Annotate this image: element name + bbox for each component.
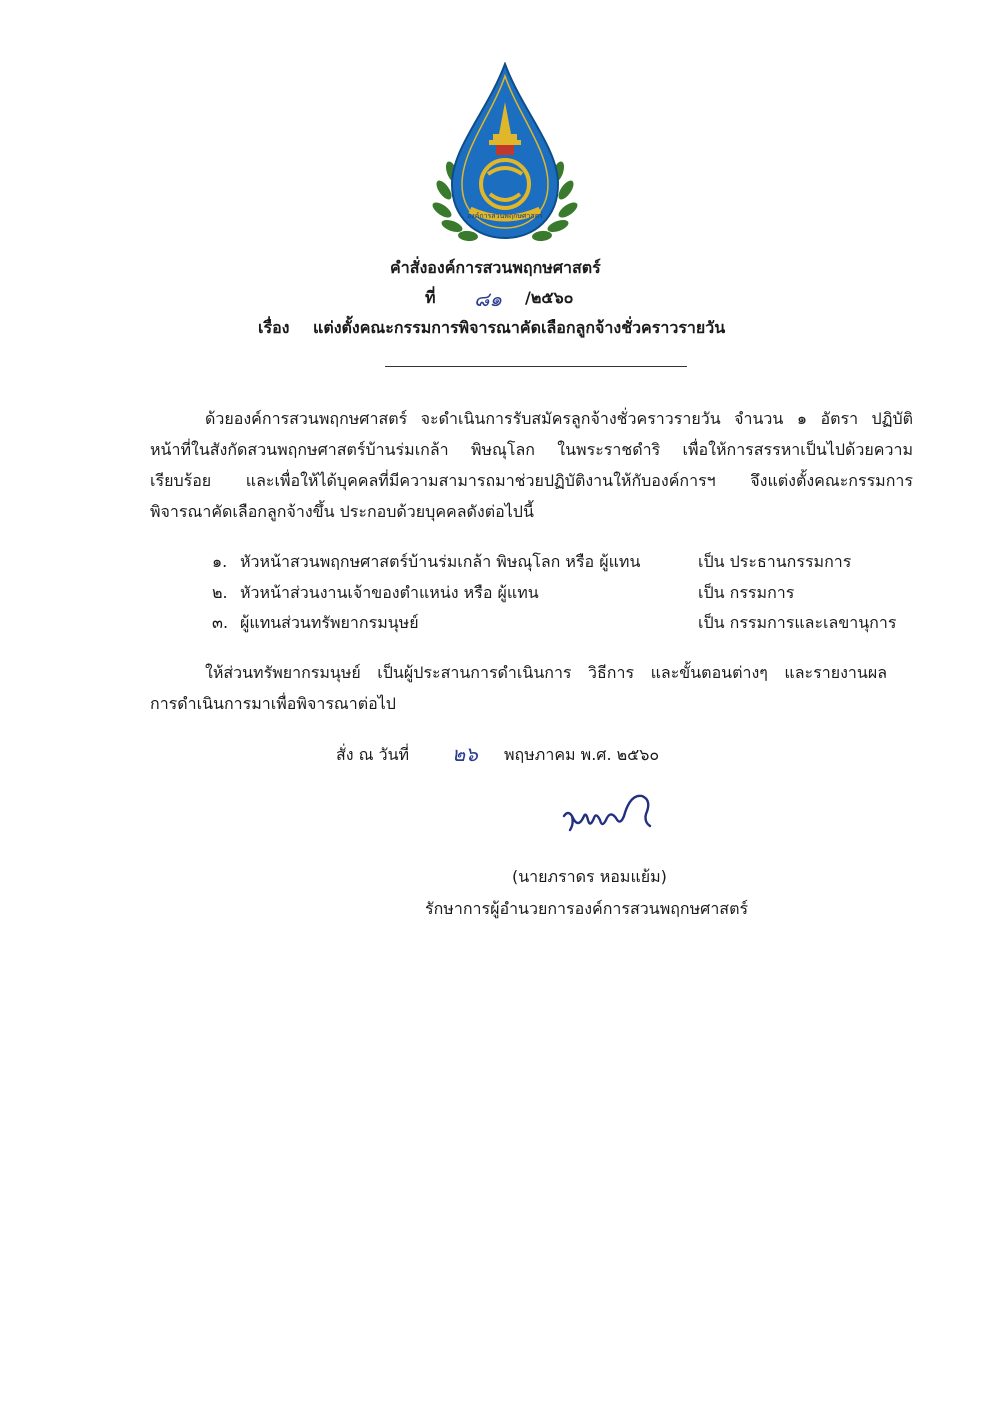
para1-line-2: หน้าที่ในสังกัดสวนพฤกษศาสตร์บ้านร่มเกล้า พิษณุโลก ในพระราชดำริ เพื่อให้การสรรหาเป็นไปด้วยความ xyxy=(150,440,913,459)
logo-text: องค์การสวนพฤกษศาสตร์ xyxy=(467,212,543,220)
member-3-number: ๓. xyxy=(212,613,229,632)
signatory-position: รักษาการผู้อำนวยการองค์การสวนพฤกษศาสตร์ xyxy=(425,899,749,918)
para1-line-3: เรียบร้อย และเพื่อให้ได้บุคคลที่มีความสามารถมาช่วยปฏิบัติงานให้กับองค์การฯ จึงแต่งตั้งคณะกรรมการ xyxy=(150,471,913,490)
member-1-name: หัวหน้าสวนพฤกษศาสตร์บ้านร่มเกล้า พิษณุโลก หรือ ผู้แทน xyxy=(240,552,641,571)
order-number-label: ที่ xyxy=(425,288,436,307)
member-2-role: เป็น กรรมการ xyxy=(698,583,795,602)
para2-line-1: ให้ส่วนทรัพยากรมนุษย์ เป็นผู้ประสานการดำเนินการ วิธีการ และขั้นตอนต่างๆ และรายงานผล xyxy=(205,663,887,682)
member-3-name: ผู้แทนส่วนทรัพยากรมนุษย์ xyxy=(240,613,419,632)
order-number-handwritten: ๘๑ xyxy=(474,287,503,311)
signatory-name: (นายภราดร หอมแย้ม) xyxy=(512,867,667,886)
organization-logo-icon xyxy=(430,62,580,244)
member-3-role: เป็น กรรมการและเลขานุการ xyxy=(698,613,897,632)
header-divider xyxy=(385,366,687,367)
subject-text: แต่งตั้งคณะกรรมการพิจารณาคัดเลือกลูกจ้างชั่วคราวรายวัน xyxy=(313,318,726,337)
date-month-year: พฤษภาคม พ.ศ. ๒๕๖๐ xyxy=(504,745,660,764)
member-2-name: หัวหน้าส่วนงานเจ้าของตำแหน่ง หรือ ผู้แทน xyxy=(240,583,539,602)
member-1-number: ๑. xyxy=(212,552,228,571)
member-1-role: เป็น ประธานกรรมการ xyxy=(698,552,852,571)
subject-label: เรื่อง xyxy=(258,318,290,337)
order-title: คำสั่งองค์การสวนพฤกษศาสตร์ xyxy=(390,258,601,277)
date-prefix: สั่ง ณ วันที่ xyxy=(336,745,410,764)
para2-line-2: การดำเนินการมาเพื่อพิจารณาต่อไป xyxy=(150,694,396,713)
order-number-year: /๒๕๖๐ xyxy=(525,288,574,307)
date-day-handwritten: ๒๖ xyxy=(452,742,478,766)
para1-line-4: พิจารณาคัดเลือกลูกจ้างขึ้น ประกอบด้วยบุคคลดังต่อไปนี้ xyxy=(150,502,534,521)
para1-line-1: ด้วยองค์การสวนพฤกษศาสตร์ จะดำเนินการรับสมัครลูกจ้างชั่วคราวรายวัน จำนวน ๑ อัตรา ปฏิบัติ xyxy=(205,409,913,428)
member-2-number: ๒. xyxy=(212,583,228,602)
handwritten-signature xyxy=(560,790,660,838)
